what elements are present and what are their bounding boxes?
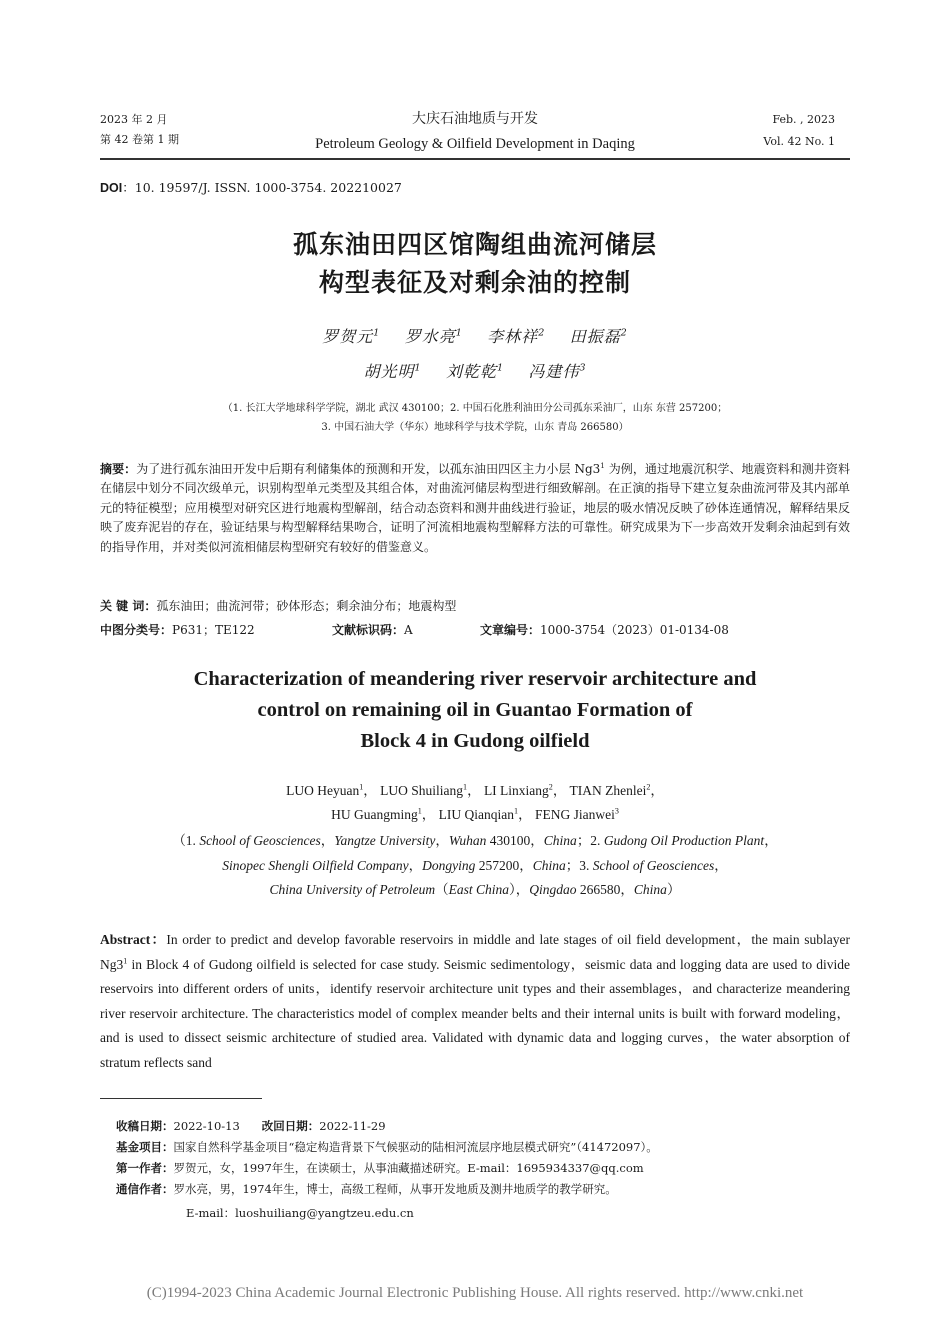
footnote-corresponding-author: 通信作者：罗水亮，男，1974年生，博士，高级工程师，从事开发地质及测井地质学的教学研究。 bbox=[116, 1182, 617, 1196]
author-cn: 胡光明 bbox=[363, 362, 415, 381]
author-en: HU Guangming bbox=[331, 807, 418, 822]
doi-line: DOI：10. 19597/J. ISSN. 1000-3754. 202210027 bbox=[100, 180, 402, 195]
abstract-cn-label: 摘要： bbox=[100, 462, 137, 476]
author-cn: 罗贺元 bbox=[322, 327, 374, 346]
keywords-label: 关 键 词： bbox=[100, 599, 157, 613]
doi-label: DOI bbox=[100, 181, 123, 195]
abstract-cn: 摘要：为了进行孤东油田开发中后期有利储集体的预测和开发，以孤东油田四区主力小层 $Ng3^1$ 为例，通过地震沉积学、地震资料和测井资料在储层中划分不同次级单元，识别构型单元类型及其组合体，对曲流河储层构型进行细致解剖。在正演的指导下建立复杂曲流河带及其内部单元的特征模型；应用模型对研究区进行地震构型解剖，结合动态资料和测井曲线进行验证，地层的吸水情况反映了砂体连通情况，解释结果反映了废弃泥岩的存在，验证结果与构型解释结果吻合，证明了河流相地震构型解释方法的可靠性。研究成果为下一步高效开发剩余油起到有效的指导作用，并对类似河流相储层构型研究有较好的借鉴意义。 bbox=[100, 461, 850, 554]
article-number: 文章编号：1000-3754（2023）01-0134-08 bbox=[480, 623, 729, 637]
affiliations-cn: （1. 长江大学地球科学学院，湖北 武汉 430100；2. 中国石化胜利油田分公司孤东采油厂，山东 东营 257200； 3. 中国石油大学（华东）地球科学与技术学院，山东 青岛 266580） bbox=[222, 403, 728, 433]
document-code: 文献标识码：A bbox=[332, 623, 413, 637]
header-volume-en: Vol. 42 No. 1 bbox=[763, 135, 835, 148]
header-journal-cn: 大庆石油地质与开发 bbox=[412, 111, 538, 127]
title-en: Characterization of meandering river reservoir architecture and control on remaining oil in Guantao Formation of Block 4 in Gudong oilfield bbox=[193, 668, 757, 752]
abstract-en-label: Abstract： bbox=[100, 932, 167, 947]
affiliations-en: （1. School of Geosciences，Yangtze University，Wuhan 430100，China；2. Gudong Oil Production Plant， Sinopec Shengli Oilfield Company，Dongying 257200，China；3. School of Geosciences， China University of Petroleum（East China），Qingdao 266580，China） bbox=[172, 833, 778, 897]
title-cn bbox=[100, 226, 850, 302]
author-cn: 刘乾乾 bbox=[445, 362, 497, 381]
author-en: LUO Shuiliang bbox=[380, 783, 464, 798]
author-en: TIAN Zhenlei bbox=[569, 783, 647, 798]
author-cn: 李林祥 bbox=[487, 327, 539, 346]
authors-cn: 罗贺元$^1$ 罗水亮$^1$ 李林祥$^2$ 田振磊$^2$ 胡光明$^1$ 刘乾乾$^1$ 冯建伟$^3$ bbox=[322, 327, 628, 381]
header-rule bbox=[100, 158, 850, 160]
header-volume-cn: 第 42 卷第 1 期 bbox=[100, 133, 179, 146]
classification-line: 中图分类号：P631；TE122 bbox=[100, 623, 255, 637]
author-cn: 冯建伟 bbox=[528, 362, 580, 381]
author-en: FENG Jianwei bbox=[534, 807, 615, 822]
author-en: LIU Qianqian bbox=[438, 807, 515, 822]
doi-value[interactable]: 10. 19597/J. ISSN. 1000-3754. 202210027 bbox=[134, 180, 402, 195]
footnote-divider bbox=[100, 1098, 262, 1099]
abstract-en: Abstract：In order to predict and develop favorable reservoirs in middle and late stages of oil field development，the main sublayer $Ng3^1$ in Block 4 of Gudong oilfield is selected for case study. Seismic sedimentology，seismic data and logging data are used to divide reservoirs into different orders of units，identify reservoir architecture unit types and their assemblages，and characterize meandering river reservoir architecture. The characteristics model of complex meander belts and their internal units is built with forward modeling，and is used to dissect seismic architecture of studied area. Validated with dynamic data and logging curves，the water absorption of stratum reflects sand bbox=[100, 932, 850, 1070]
footnote-fund: 基金项目：国家自然科学基金项目“稳定构造背景下气候驱动的陆相河流层序地层模式研究”（41472097）。 bbox=[116, 1140, 658, 1154]
footnote-first-author: 第一作者：罗贺元，女，1997年生，在读硕士，从事油藏描述研究。E-mail：1695934337@qq.com bbox=[116, 1161, 644, 1175]
header-date-en: Feb. , 2023 bbox=[772, 113, 835, 126]
header-date-cn: 2023 年 2 月 bbox=[100, 113, 168, 126]
title-cn-line2: 构型表征及对剩余油的控制 bbox=[318, 268, 631, 297]
keywords-value: 孤东油田；曲流河带；砂体形态；剩余油分布；地震构型 bbox=[156, 599, 457, 613]
footnote-dates: 收稿日期：2022-10-13 改回日期：2022-11-29 bbox=[116, 1119, 386, 1133]
title-cn-line1: 孤东油田四区馆陶组曲流河储层 bbox=[292, 230, 657, 259]
copyright-line: (C)1994-2023 China Academic Journal Electronic Publishing House. All rights reserved. http://www.cnki.net bbox=[146, 1285, 804, 1301]
header-journal-en: Petroleum Geology & Oilfield Development in Daqing bbox=[315, 136, 635, 152]
keywords-cn bbox=[100, 595, 456, 617]
author-en: LI Linxiang bbox=[483, 783, 549, 798]
authors-en: LUO Heyuan$^1$， LUO Shuiliang$^1$， LI Linxiang$^2$， TIAN Zhenlei$^2$， HU Guangming$^1$， LIU Qianqian$^1$， FENG Jianwei$^3$ bbox=[286, 782, 664, 822]
author-cn: 田振磊 bbox=[569, 327, 621, 346]
author-en: LUO Heyuan bbox=[286, 783, 360, 798]
author-cn: 罗水亮 bbox=[404, 327, 456, 346]
footnote-corr-email[interactable]: E-mail：luoshuiliang@yangtzeu.edu.cn bbox=[186, 1206, 414, 1220]
